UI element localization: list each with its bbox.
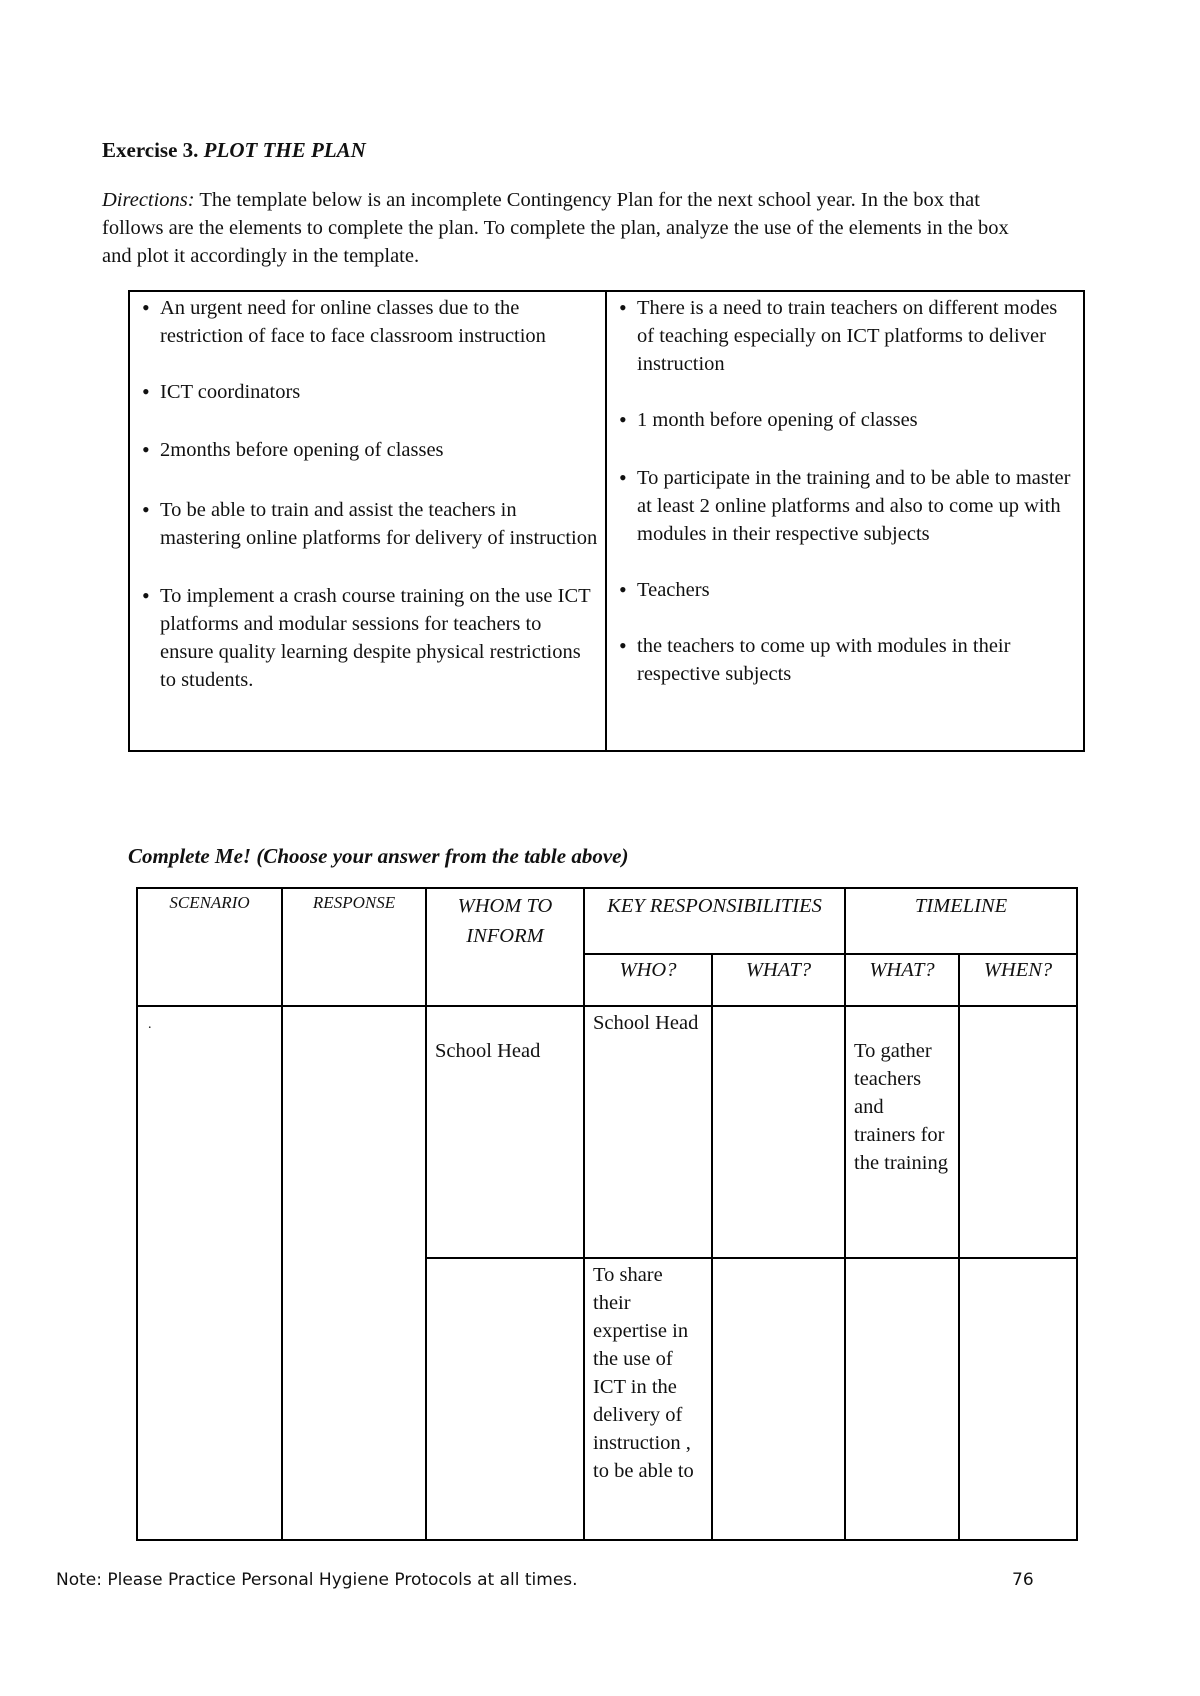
header-scenario: SCENARIO (137, 888, 282, 1006)
exercise-name: PLOT THE PLAN (203, 138, 366, 162)
whom-cell[interactable] (426, 1006, 584, 1258)
header-what-tl: WHAT? (845, 954, 959, 1006)
directions-label: Directions: (102, 189, 195, 211)
header-when: WHEN? (959, 954, 1077, 1006)
plan-table (136, 887, 1078, 1541)
when-cell[interactable] (959, 1258, 1077, 1540)
header-response: RESPONSE (282, 888, 426, 1006)
what-kr-cell[interactable] (712, 1006, 845, 1258)
header-timeline: TIMELINE (845, 888, 1077, 954)
who-cell[interactable]: School Head (584, 1006, 712, 1258)
directions-text: The template below is an incomplete Contingency Plan for the next school year. In the box that follows are the elements to complete the plan. To complete the plan, analyze the use of the elements in the box and plot it accordingly in the template. (102, 189, 1009, 267)
when-cell[interactable] (959, 1006, 1077, 1258)
footer-note: Note: Please Practice Personal Hygiene Protocols at all times. (56, 1570, 578, 1590)
page-number: 76 (1012, 1570, 1034, 1590)
timeline-what-text: To gather teachers and trainers for the training (854, 1040, 948, 1174)
list-item: • Teachers (607, 576, 1083, 604)
list-item: • the teachers to come up with modules in their respective subjects (607, 632, 1083, 688)
exercise-prefix: Exercise 3. (102, 138, 199, 162)
header-who: WHO? (584, 954, 712, 1006)
header-key-responsibilities: KEY RESPONSIBILITIES (584, 888, 845, 954)
complete-heading: Complete Me! (Choose your answer from the table above) (128, 844, 629, 868)
list-item: • 2months before opening of classes (130, 436, 605, 464)
elements-left-column (129, 291, 606, 751)
elements-right-column (606, 291, 1084, 751)
response-cell[interactable] (282, 1006, 426, 1540)
header-what-kr: WHAT? (712, 954, 845, 1006)
whom-text: School Head (435, 1040, 541, 1062)
list-item: • ICT coordinators (130, 378, 605, 406)
list-item: • To participate in the training and to be able to master at least 2 online platforms and also to come up with modules in their respective subjects (607, 464, 1083, 548)
elements-box (128, 290, 1085, 752)
list-item: • To be able to train and assist the teachers in mastering online platforms for delivery of instruction (130, 496, 605, 552)
scenario-cell[interactable]: . (137, 1006, 282, 1540)
directions (102, 186, 1022, 270)
what-kr-cell[interactable] (712, 1258, 845, 1540)
timeline-what-cell[interactable] (845, 1258, 959, 1540)
list-item: • There is a need to train teachers on different modes of teaching especially on ICT platforms to deliver instruction (607, 294, 1083, 378)
list-item: • 1 month before opening of classes (607, 406, 1083, 434)
exercise-title (102, 138, 366, 163)
list-item: • To implement a crash course training on the use ICT platforms and modular sessions for teachers to ensure quality learning despite physical restrictions to students. (130, 582, 605, 694)
whom-cell[interactable] (426, 1258, 584, 1540)
header-whom-to-inform: WHOM TO INFORM (426, 888, 584, 1006)
timeline-what-cell[interactable] (845, 1006, 959, 1258)
who-cell[interactable]: To share their expertise in the use of ICT in the delivery of instruction , to be able to (584, 1258, 712, 1540)
list-item: • An urgent need for online classes due to the restriction of face to face classroom instruction (130, 294, 605, 350)
